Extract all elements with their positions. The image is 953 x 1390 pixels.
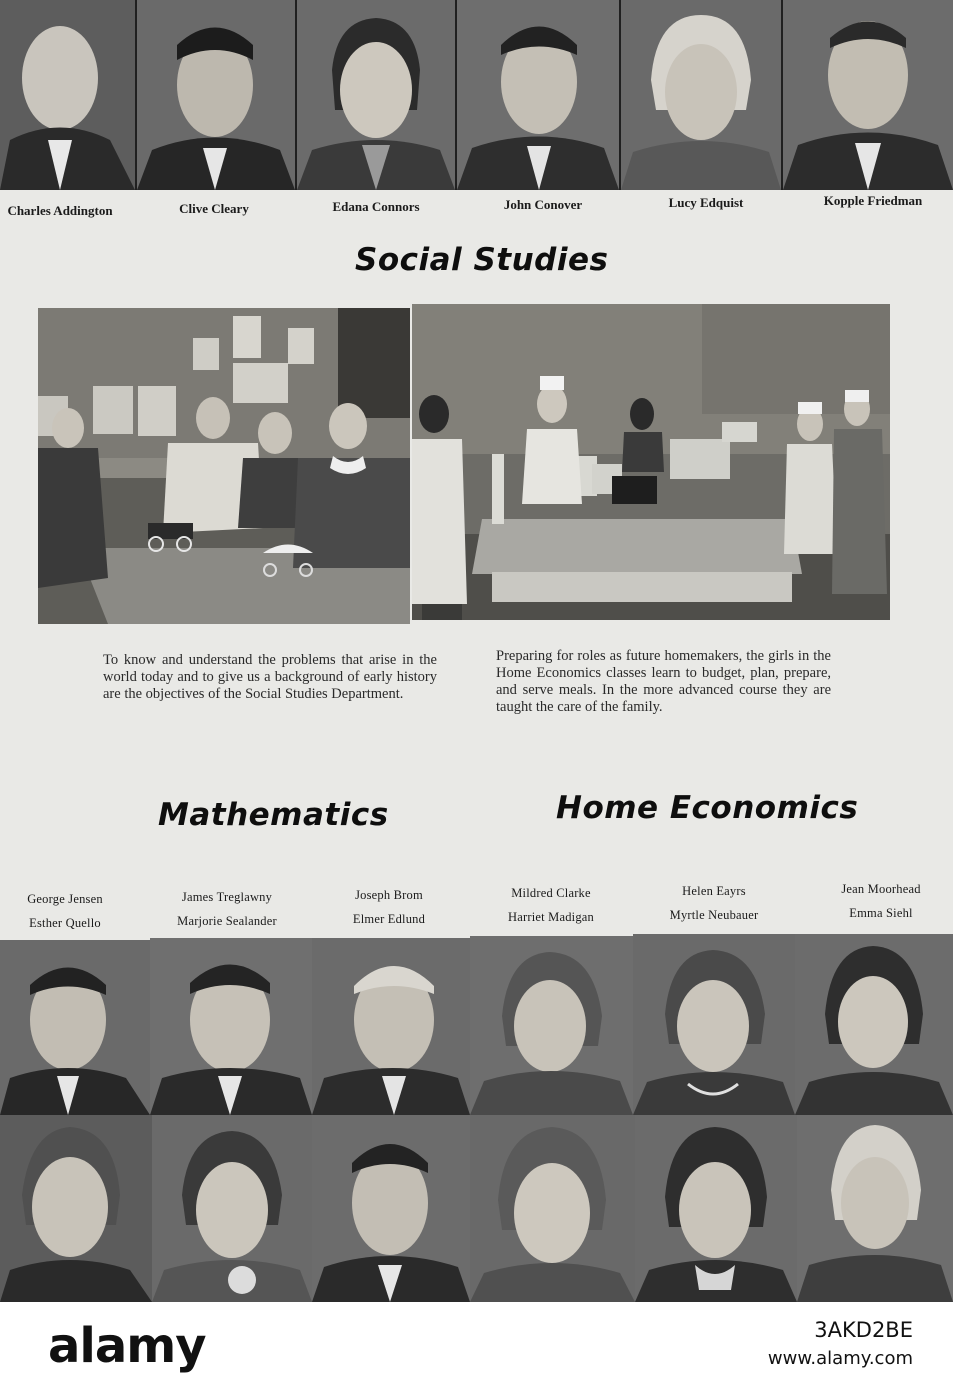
caption-social-studies: To know and understand the problems that arise in the world today and to give us a background of early history are the objectives of the Social Studies Department. (103, 652, 437, 702)
portrait-lucy-edquist (621, 0, 781, 190)
portrait-elmer-edlund (312, 1115, 470, 1302)
portrait-charles-addington (0, 0, 135, 190)
name-marjorie-sealander: Marjorie Sealander (177, 914, 277, 928)
name-elmer-edlund: Elmer Edlund (352, 912, 426, 926)
portrait-kopple-friedman (783, 0, 953, 190)
name-myrtle-neubauer: Myrtle Neubauer (669, 908, 759, 922)
name-joseph-brom: Joseph Brom (355, 888, 423, 902)
name-harriet-madigan: Harriet Madigan (508, 910, 594, 924)
name-helen-eayrs: Helen Eayrs (682, 884, 746, 898)
caption-home-economics: Preparing for roles as future homemakers, the girls in the Home Economics classes learn to budget, plan, prepare, and serve meals. In the more advanced course they are taught the care of the family. (496, 648, 831, 715)
photo-home-economics-kitchen (412, 304, 890, 620)
portrait-emma-siehl (797, 1115, 953, 1302)
name-jean-moorhead: Jean Moorhead (841, 882, 921, 896)
heading-mathematics: Mathematics (158, 797, 389, 833)
portrait-esther-quello (0, 1115, 152, 1302)
portrait-george-jensen (0, 940, 150, 1115)
portrait-james-treglawny (150, 938, 312, 1115)
heading-social-studies: Social Studies (355, 242, 609, 278)
portrait-jean-moorhead (795, 934, 953, 1115)
portrait-mildred-clarke (470, 936, 633, 1115)
name-kopple-friedman: Kopple Friedman (823, 193, 923, 208)
name-charles-addington: Charles Addington (7, 203, 113, 218)
photo-social-studies-classroom (38, 308, 410, 624)
name-edana-connors: Edana Connors (332, 199, 420, 214)
watermark-logo: alamy (48, 1318, 206, 1374)
name-clive-cleary: Clive Cleary (179, 201, 249, 216)
portrait-joseph-brom (312, 938, 470, 1115)
portrait-clive-cleary (137, 0, 295, 190)
watermark-image-id: 3AKD2BE (814, 1318, 913, 1342)
portrait-edana-connors (297, 0, 455, 190)
name-james-treglawny: James Treglawny (181, 890, 273, 904)
portrait-harriet-madigan (470, 1115, 635, 1302)
name-john-conover: John Conover (503, 197, 583, 212)
name-emma-siehl: Emma Siehl (849, 906, 913, 920)
portrait-john-conover (457, 0, 619, 190)
name-esther-quello: Esther Quello (29, 916, 101, 930)
portrait-myrtle-neubauer (635, 1115, 797, 1302)
heading-home-economics: Home Economics (556, 790, 859, 826)
portrait-helen-eayrs (633, 934, 795, 1115)
name-george-jensen: George Jensen (27, 892, 103, 906)
watermark-url: www.alamy.com (767, 1348, 913, 1369)
name-lucy-edquist: Lucy Edquist (668, 195, 744, 210)
name-mildred-clarke: Mildred Clarke (511, 886, 591, 900)
portrait-marjorie-sealander (152, 1115, 312, 1302)
